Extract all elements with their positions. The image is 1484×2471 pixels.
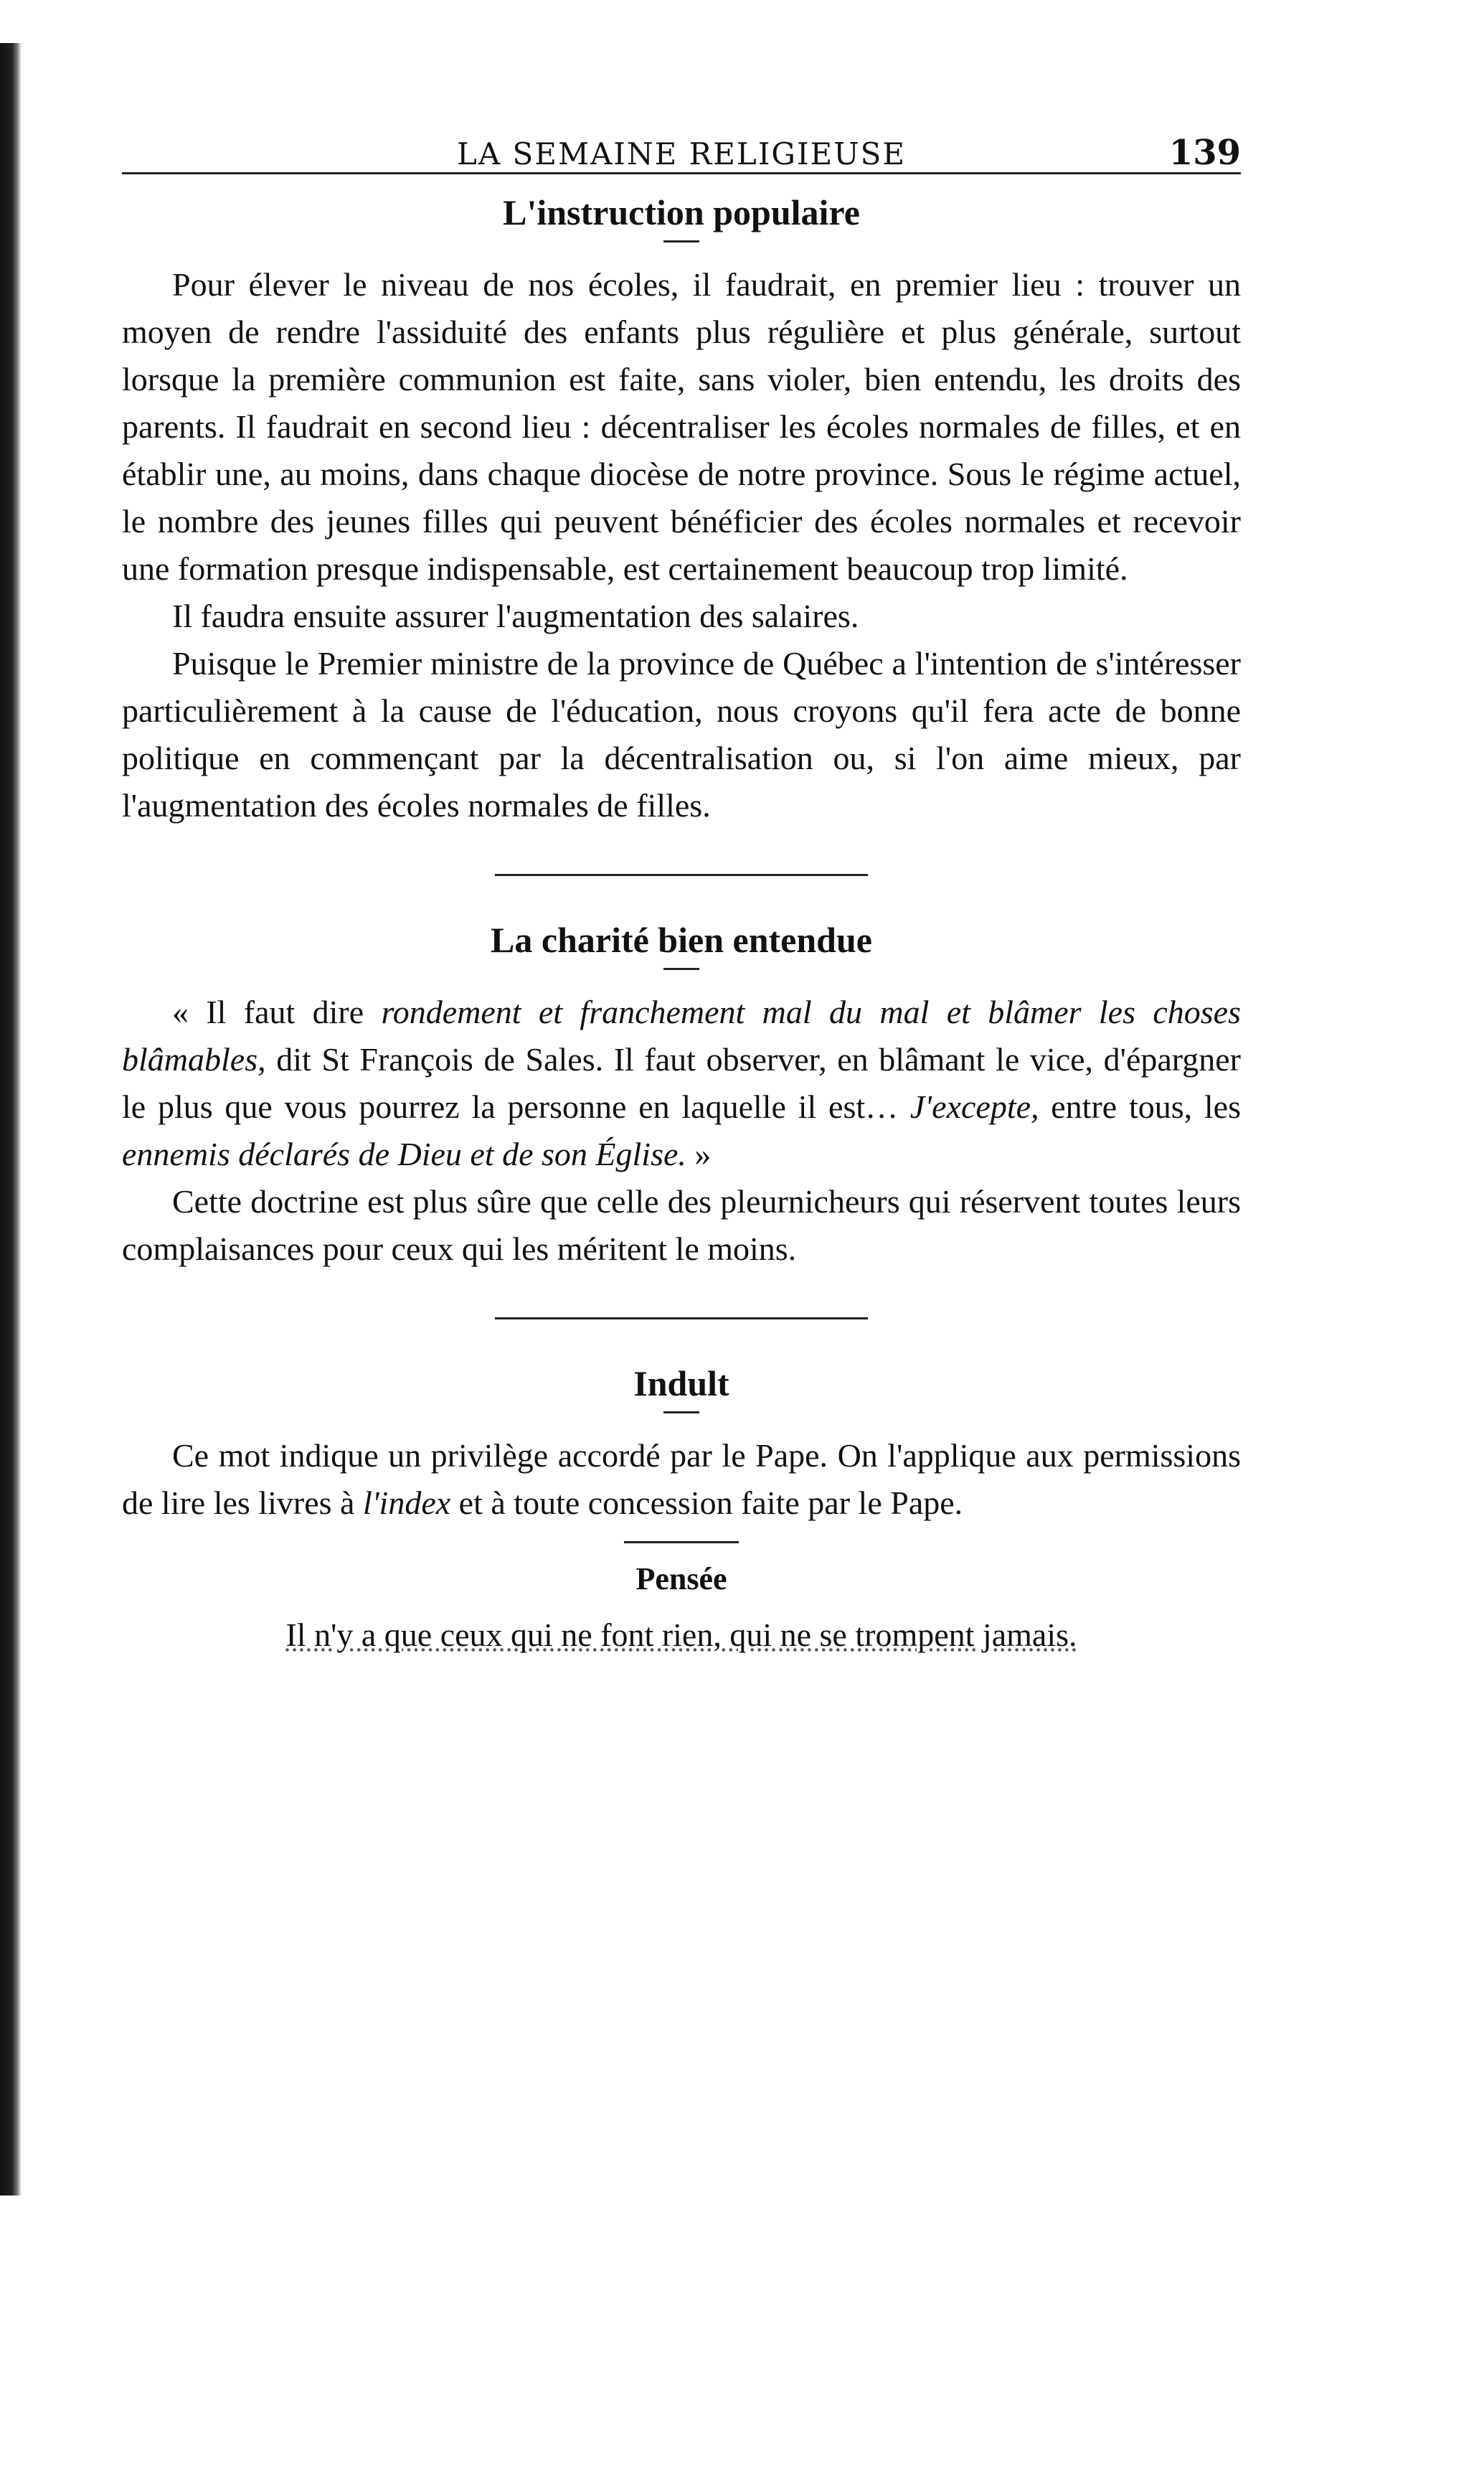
quote-text: » [686, 1136, 712, 1172]
section-indult [122, 1362, 1241, 1527]
pensee-text: Il n'y a que ceux qui ne font rien, qui ne se trompent jamais. [285, 1616, 1077, 1653]
paragraph: Pour élever le niveau de nos écoles, il faudrait, en premier lieu : trouver un moyen de rendre l'assiduité des enfants plus régulière et plus générale, surtout lorsque la première communion est faite, sans violer, bien entendu, les droits des parents. Il faudrait en second lieu : décentraliser les écoles normales de filles, et en établir une, au moins, dans chaque diocèse de notre province. Sous le régime actuel, le nombre des jeunes filles qui peuvent bénéficier des écoles normales et recevoir une formation presque indispensable, est certainement beaucoup trop limité. [122, 266, 1241, 587]
section-title: Indult [633, 1363, 729, 1403]
quote-italic: rondement et franchement mal du mal et blâmer les choses blâmables, [122, 994, 1241, 1078]
quote-italic: J'excepte, [909, 1088, 1039, 1125]
page-binding-edge [0, 43, 22, 2195]
section-charite [122, 919, 1241, 1273]
section-title: L'instruction populaire [503, 192, 860, 232]
italic-text: l'index [362, 1484, 451, 1521]
paragraph: Il faudra ensuite assurer l'augmentation des salaires. [172, 598, 859, 634]
section-title: La charité bien entendue [491, 920, 872, 960]
quote-text: dit St François de Sales. Il faut observer, en blâmant le vice, d'épargner le plus que vous pourrez la personne en laquelle il est… [122, 1041, 1241, 1125]
page-number: 139 [1168, 133, 1241, 173]
quote-italic: ennemis déclarés de Dieu et de son Église. [122, 1136, 686, 1172]
quote-paragraph [122, 989, 1241, 1178]
text: Ce mot indique un privilège accordé par le Pape. On l'applique aux permissions de lire les livres à [122, 1437, 1241, 1521]
section-divider [624, 1541, 739, 1543]
section-divider [495, 1317, 868, 1319]
quote-text: entre tous, les [1039, 1088, 1241, 1125]
paragraph: Cette doctrine est plus sûre que celle des pleurnicheurs qui réservent toutes leurs complaisances pour ceux qui les méritent le moins. [122, 1183, 1241, 1267]
section-pensee [122, 1561, 1241, 1659]
title-dash [663, 240, 699, 243]
section-divider [495, 874, 868, 876]
paragraph [122, 1432, 1241, 1527]
document-page [122, 108, 1241, 1659]
text: et à toute concession faite par le Pape. [450, 1484, 963, 1521]
running-title: LA SEMAINE RELIGIEUSE [456, 136, 907, 171]
title-dash [663, 968, 699, 970]
title-dash [663, 1411, 699, 1413]
paragraph: Puisque le Premier ministre de la province de Québec a l'intention de s'intéresser particulièrement à la cause de l'éducation, nous croyons qu'il fera acte de bonne politique en commençant par la décentralisation ou, si l'on aime mieux, par l'augmentation des écoles normales de filles. [122, 645, 1241, 824]
running-header [122, 108, 1241, 174]
section-instruction [122, 192, 1241, 829]
section-title: Pensée [635, 1561, 727, 1596]
quote-text: « Il faut dire [172, 994, 382, 1030]
